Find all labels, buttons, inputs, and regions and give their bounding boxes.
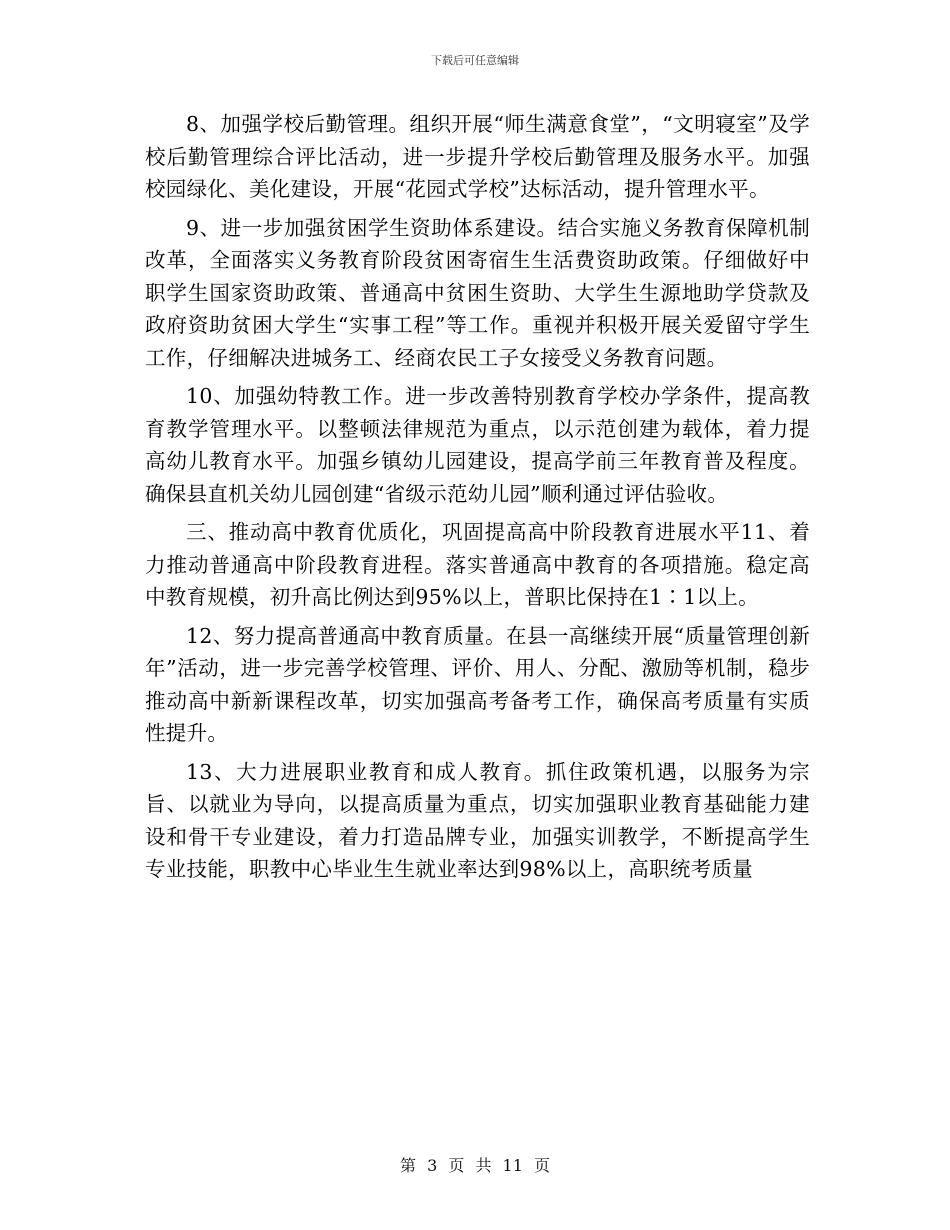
paragraph-8: 8、加强学校后勤管理。组织开展“师生满意食堂”，“文明寝室”及学校后勤管理综合评比活动，进一步提升学校后勤管理及服务水平。加强校园绿化、美化建设，开展“花园式学校”达标活动，提升管理水平。 [145,112,810,201]
document-body [145,108,810,892]
paragraph-9: 9、进一步加强贫困学生资助体系建设。结合实施义务教育保障机制改革，全面落实义务教育阶段贫困寄宿生生活费资助政策。仔细做好中职学生国家资助政策、普通高中贫困生资助、大学生生源地助学贷款及政府资助贫困大学生“实事工程”等工作。重视并积极开展关爱留守学生工作，仔细解决进城务工、经商农民工子女接受义务教育问题。 [145,215,810,370]
page-number-footer: 第 3 页 共 11 页 [400,1156,550,1175]
paragraph-10: 10、加强幼特教工作。进一步改善特别教育学校办学条件，提高教育教学管理水平。以整顿法律规范为重点，以示范创建为载体，着力提高幼儿教育水平。加强乡镇幼儿园建设，提高学前三年教育普及程度。确保县直机关幼儿园创建“省级示范幼儿园”顺利通过评估验收。 [145,384,810,506]
page-header: 下载后可任意编辑 [431,54,519,67]
paragraph-12: 12、努力提高普通高中教育质量。在县一高继续开展“质量管理创新年”活动，进一步完善学校管理、评价、用人、分配、激励等机制，稳步推动高中新新课程改革，切实加强高考备考工作，确保高考质量有实质性提升。 [145,623,810,745]
paragraph-section-3: 三、推动高中教育优质化，巩固提高高中阶段教育进展水平11、着力推动普通高中阶段教育进程。落实普通高中教育的各项措施。稳定高中教育规模，初升高比例达到95%以上，普职比保持在1∶1以上。 [145,520,810,609]
paragraph-13: 13、大力进展职业教育和成人教育。抓住政策机遇，以服务为宗旨、以就业为导向，以提高质量为重点，切实加强职业教育基础能力建设和骨干专业建设，着力打造品牌专业，加强实训教学，不断提高学生专业技能，职教中心毕业生生就业率达到98%以上，高职统考质量 [145,759,810,881]
